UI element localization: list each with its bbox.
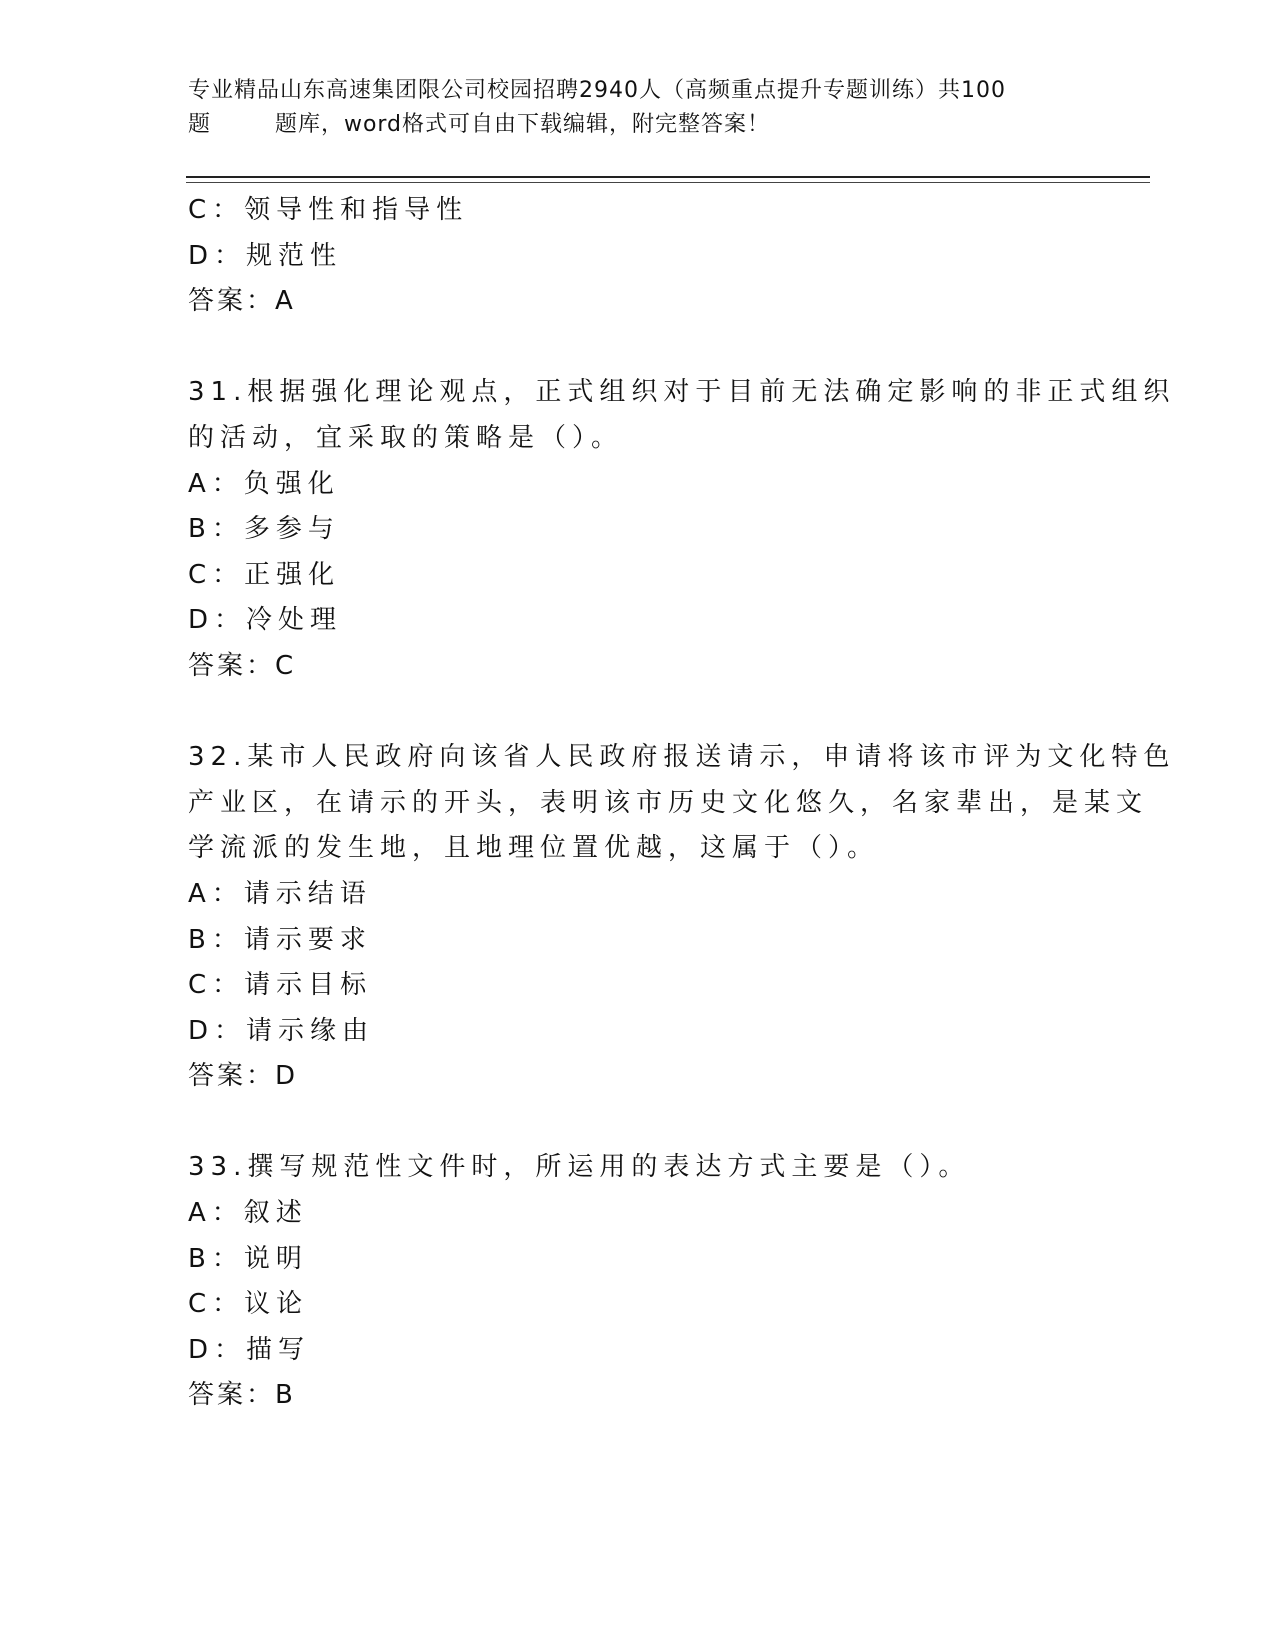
option-a: A：请示结语 — [188, 878, 372, 909]
option-b: B：请示要求 — [188, 924, 372, 955]
question-text-line: 31.根据强化理论观点，正式组织对于目前无法确定影响的非正式组织 — [188, 377, 1176, 408]
question-text-line: 学流派的发生地，且地理位置优越，这属于（）。 — [188, 833, 880, 864]
question-33 — [188, 1145, 1078, 1419]
option-a: A：叙述 — [188, 1198, 308, 1229]
answer-line: 答案：A — [188, 286, 296, 317]
question-30-continuation — [188, 188, 1078, 325]
header-divider-thin — [186, 182, 1150, 183]
answer-line: 答案：D — [188, 1061, 299, 1092]
option-b: B：多参与 — [188, 514, 340, 545]
question-32 — [188, 735, 1176, 1100]
option-d: D：规范性 — [188, 240, 343, 271]
answer-line: 答案：C — [188, 650, 297, 681]
option-d: D：请示缘由 — [188, 1015, 375, 1046]
answer-line: 答案：B — [188, 1380, 296, 1411]
question-31 — [188, 370, 1176, 689]
spacer — [188, 325, 1078, 371]
option-c: C：领导性和指导性 — [188, 195, 469, 225]
header-divider-thick — [186, 176, 1150, 178]
option-c: C：正强化 — [188, 559, 341, 590]
question-text-line: 产业区，在请示的开头，表明该市历史文化悠久，名家辈出，是某文 — [188, 787, 1149, 818]
option-d: D：描写 — [188, 1334, 311, 1365]
header-title-line-2: 题 题库，word格式可自由下载编辑，附完整答案！ — [188, 112, 771, 137]
question-text-line: 33.撰写规范性文件时，所运用的表达方式主要是（）。 — [188, 1152, 971, 1183]
spacer — [188, 1100, 1078, 1146]
option-a: A：负强化 — [188, 468, 340, 499]
header-title-line-1: 专业精品山东高速集团限公司校园招聘2940人（高频重点提升专题训练）共100 — [188, 78, 1006, 103]
option-b: B：说明 — [188, 1243, 308, 1274]
document-header — [188, 74, 1088, 142]
question-text-line: 32.某市人民政府向该省人民政府报送请示，申请将该市评为文化特色 — [188, 742, 1176, 773]
option-c: C：议论 — [188, 1289, 309, 1320]
option-d: D：冷处理 — [188, 605, 343, 636]
option-c: C：请示目标 — [188, 970, 373, 1001]
document-body — [188, 188, 1176, 1419]
spacer — [188, 690, 1078, 736]
question-text-line: 的活动，宜采取的策略是（）。 — [188, 422, 624, 453]
